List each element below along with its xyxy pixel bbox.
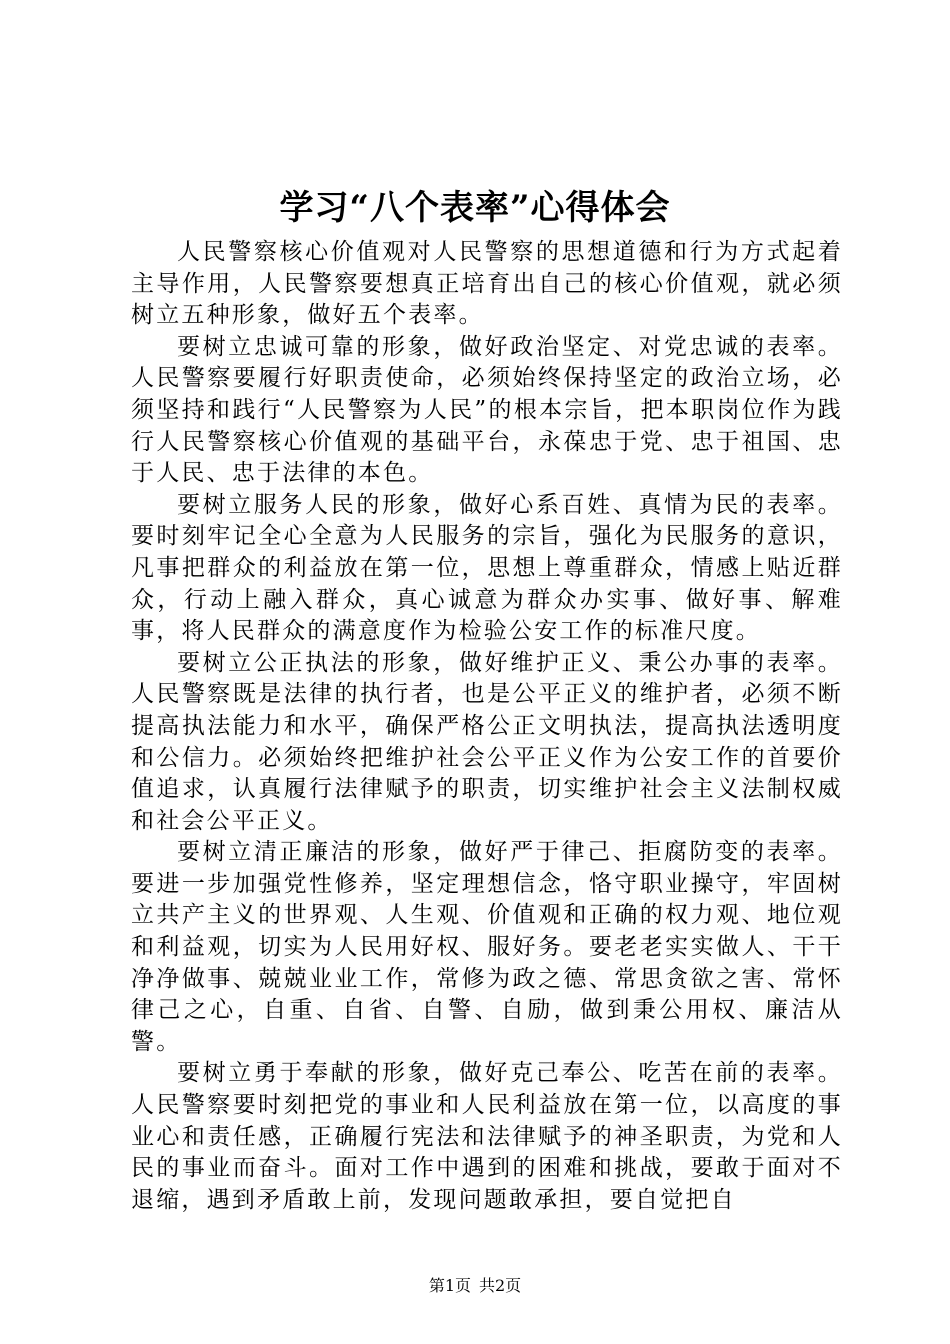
page-footer	[0, 1275, 950, 1297]
paragraph-integrity: 要树立清正廉洁的形象，做好严于律己、拒腐防变的表率。要进一步加强党性修养，坚定理想信念，恪守职业操守，牢固树立共产主义的世界观、人生观、价值观和正确的权力观、地位观和利益观，切实为人民用好权、服好务。要老老实实做人、干干净净做事、兢兢业业工作，常修为政之德、常思贪欲之害、常怀律己之心，自重、自省、自警、自励，做到秉公用权、廉洁从警。	[131, 839, 843, 1055]
document-title: 学习“八个表率”心得体会	[279, 188, 671, 228]
paragraph-dedication: 要树立勇于奉献的形象，做好克己奉公、吃苦在前的表率。人民警察要时刻把党的事业和人民利益放在第一位，以高度的事业心和责任感，正确履行宪法和法律赋予的神圣职责，为党和人民的事业而奋斗。面对工作中遇到的困难和挑战，要敢于面对不退缩，遇到矛盾敢上前，发现问题敢承担，要自觉把自	[131, 1060, 843, 1213]
page-number-current: 第1页	[428, 1276, 471, 1295]
paragraph-intro: 人民警察核心价值观对人民警察的思想道德和行为方式起着主导作用，人民警察要想真正培育出自己的核心价值观，就必须树立五种形象，做好五个表率。	[131, 239, 843, 329]
paragraph-service: 要树立服务人民的形象，做好心系百姓、真情为民的表率。要时刻牢记全心全意为人民服务的宗旨，强化为民服务的意识，凡事把群众的利益放在第一位，思想上尊重群众，情感上贴近群众，行动上融入群众，真心诚意为群众办实事、做好事、解难事，将人民群众的满意度作为检验公安工作的标准尺度。	[131, 491, 843, 645]
paragraph-justice: 要树立公正执法的形象，做好维护正义、秉公办事的表率。人民警察既是法律的执行者，也是公平正义的维护者，必须不断提高执法能力和水平，确保严格公正文明执法，提高执法透明度和公信力。必须始终把维护社会公平正义作为公安工作的首要价值追求，认真履行法律赋予的职责，切实维护社会主义法制权威和社会公平正义。	[131, 649, 843, 834]
document-body	[131, 237, 843, 1216]
page-number-total: 共2页	[479, 1276, 522, 1295]
paragraph-loyalty: 要树立忠诚可靠的形象，做好政治坚定、对党忠诚的表率。人民警察要履行好职责使命，必须始终保持坚定的政治立场，必须坚持和践行“人民警察为人民”的根本宗旨，把本职岗位作为践行人民警察核心价值观的基础平台，永葆忠于党、忠于祖国、忠于人民、忠于法律的本色。	[131, 333, 843, 487]
